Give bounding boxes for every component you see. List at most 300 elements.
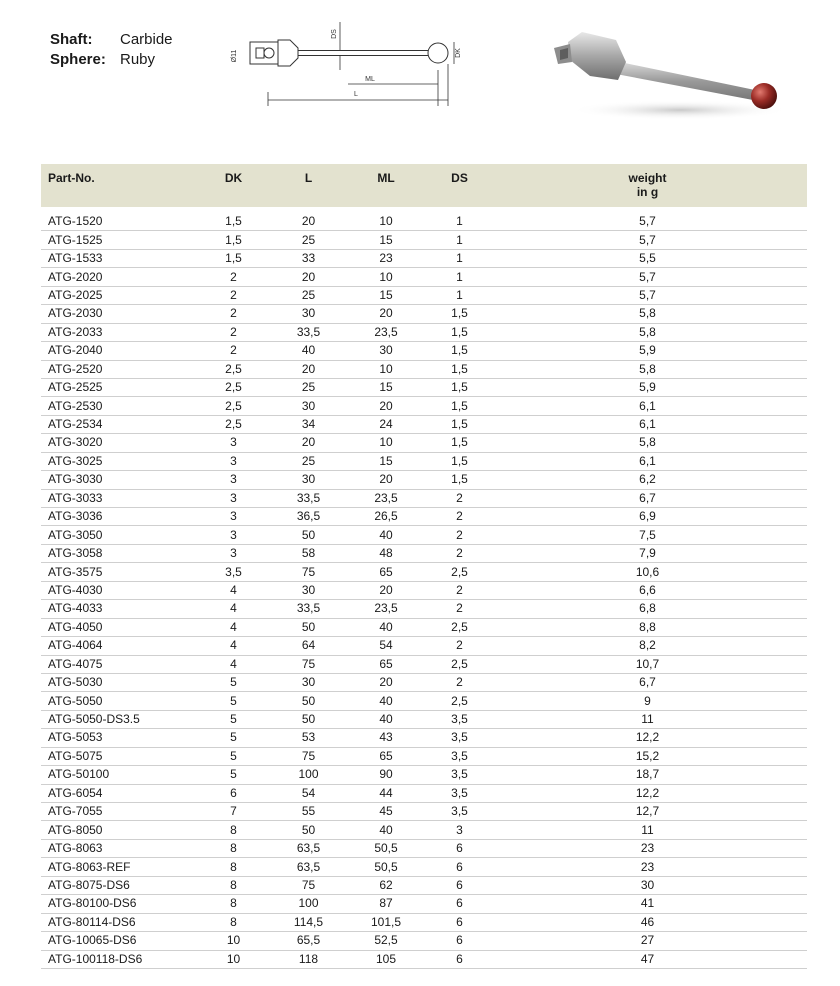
cell-part-no: ATG-8050 [41, 821, 191, 839]
cell-l: 20 [276, 434, 341, 452]
cell-ml: 65 [341, 563, 431, 581]
cell-l: 58 [276, 544, 341, 562]
cell-ds: 3,5 [431, 747, 488, 765]
cell-weight: 5,8 [488, 434, 807, 452]
cell-weight: 10,6 [488, 563, 807, 581]
header-weight [488, 164, 807, 207]
cell-dk: 5 [191, 710, 276, 728]
cell-ml: 54 [341, 637, 431, 655]
cell-part-no: ATG-4030 [41, 581, 191, 599]
cell-l: 50 [276, 526, 341, 544]
cell-part-no: ATG-4075 [41, 655, 191, 673]
table-row [41, 673, 807, 691]
cell-weight: 5,5 [488, 249, 807, 267]
cell-ml: 65 [341, 655, 431, 673]
cell-dk: 3 [191, 452, 276, 470]
table-row [41, 452, 807, 470]
cell-part-no: ATG-2020 [41, 268, 191, 286]
cell-weight: 5,9 [488, 342, 807, 360]
cell-l: 25 [276, 452, 341, 470]
cell-l: 20 [276, 360, 341, 378]
spec-value: Carbide [120, 31, 173, 48]
cell-ds: 1 [431, 249, 488, 267]
cell-l: 25 [276, 286, 341, 304]
cell-weight: 30 [488, 876, 807, 894]
cell-part-no: ATG-2030 [41, 305, 191, 323]
cell-ml: 20 [341, 397, 431, 415]
cell-ml: 101,5 [341, 913, 431, 931]
table-row [41, 471, 807, 489]
diagram-label-l: L [354, 91, 358, 98]
table-row [41, 600, 807, 618]
cell-part-no: ATG-5050-DS3.5 [41, 710, 191, 728]
cell-l: 65,5 [276, 932, 341, 950]
cell-weight: 6,7 [488, 489, 807, 507]
cell-part-no: ATG-3033 [41, 489, 191, 507]
table-row [41, 508, 807, 526]
stylus-technical-drawing [228, 12, 473, 112]
cell-weight: 5,7 [488, 231, 807, 249]
cell-ml: 23,5 [341, 489, 431, 507]
cell-dk: 10 [191, 932, 276, 950]
cell-weight: 23 [488, 839, 807, 857]
table-row [41, 286, 807, 304]
cell-ds: 3,5 [431, 710, 488, 728]
cell-ml: 52,5 [341, 932, 431, 950]
cell-ds: 6 [431, 913, 488, 931]
cell-l: 40 [276, 342, 341, 360]
cell-ds: 1,5 [431, 378, 488, 396]
cell-ml: 87 [341, 895, 431, 913]
cell-ds: 6 [431, 876, 488, 894]
diagram-label-ds: DS [331, 29, 338, 39]
cell-l: 50 [276, 618, 341, 636]
table-row [41, 563, 807, 581]
cell-ml: 40 [341, 692, 431, 710]
cell-ds: 3,5 [431, 784, 488, 802]
cell-ds: 2 [431, 508, 488, 526]
header-l: L [276, 164, 341, 207]
cell-ds: 1 [431, 213, 488, 231]
table-row [41, 950, 807, 968]
cell-l: 114,5 [276, 913, 341, 931]
cell-weight: 15,2 [488, 747, 807, 765]
cell-dk: 3,5 [191, 563, 276, 581]
cell-weight: 5,7 [488, 268, 807, 286]
cell-ds: 1 [431, 286, 488, 304]
cell-weight: 6,1 [488, 415, 807, 433]
header-weight-line2: in g [636, 185, 659, 199]
cell-ds: 1 [431, 231, 488, 249]
cell-weight: 41 [488, 895, 807, 913]
cell-ml: 10 [341, 268, 431, 286]
cell-weight: 11 [488, 710, 807, 728]
cell-weight: 11 [488, 821, 807, 839]
cell-dk: 2 [191, 268, 276, 286]
cell-ml: 44 [341, 784, 431, 802]
cell-ml: 65 [341, 747, 431, 765]
cell-ds: 1,5 [431, 397, 488, 415]
parts-table [41, 164, 807, 969]
cell-weight: 27 [488, 932, 807, 950]
cell-dk: 10 [191, 950, 276, 968]
cell-ml: 20 [341, 305, 431, 323]
cell-ml: 23,5 [341, 323, 431, 341]
cell-l: 20 [276, 213, 341, 231]
header-ml: ML [341, 164, 431, 207]
cell-dk: 8 [191, 913, 276, 931]
cell-dk: 2,5 [191, 378, 276, 396]
table-row [41, 710, 807, 728]
cell-ds: 2 [431, 581, 488, 599]
cell-part-no: ATG-3025 [41, 452, 191, 470]
header-dk: DK [191, 164, 276, 207]
cell-dk: 3 [191, 508, 276, 526]
cell-ml: 40 [341, 821, 431, 839]
diagram-label-ml: ML [365, 76, 375, 83]
cell-ml: 50,5 [341, 858, 431, 876]
cell-ds: 3,5 [431, 803, 488, 821]
cell-weight: 12,2 [488, 784, 807, 802]
cell-ml: 10 [341, 434, 431, 452]
cell-ds: 2 [431, 637, 488, 655]
cell-weight: 46 [488, 913, 807, 931]
cell-part-no: ATG-2534 [41, 415, 191, 433]
cell-part-no: ATG-3058 [41, 544, 191, 562]
cell-dk: 2,5 [191, 360, 276, 378]
table-row [41, 692, 807, 710]
cell-ml: 40 [341, 526, 431, 544]
cell-ds: 2 [431, 600, 488, 618]
cell-l: 75 [276, 563, 341, 581]
cell-weight: 5,8 [488, 305, 807, 323]
header-part-no: Part-No. [41, 164, 191, 207]
cell-ds: 1 [431, 268, 488, 286]
cell-part-no: ATG-5050 [41, 692, 191, 710]
cell-ds: 1,5 [431, 471, 488, 489]
cell-dk: 2 [191, 342, 276, 360]
cell-ds: 1,5 [431, 305, 488, 323]
cell-ds: 1,5 [431, 360, 488, 378]
cell-part-no: ATG-2025 [41, 286, 191, 304]
cell-l: 50 [276, 821, 341, 839]
cell-ds: 1,5 [431, 452, 488, 470]
cell-l: 30 [276, 581, 341, 599]
cell-ds: 1,5 [431, 434, 488, 452]
cell-part-no: ATG-2530 [41, 397, 191, 415]
cell-ml: 40 [341, 710, 431, 728]
cell-ds: 2 [431, 544, 488, 562]
cell-weight: 5,9 [488, 378, 807, 396]
cell-part-no: ATG-1525 [41, 231, 191, 249]
cell-weight: 5,8 [488, 323, 807, 341]
table-row [41, 489, 807, 507]
cell-l: 33,5 [276, 600, 341, 618]
cell-weight: 6,2 [488, 471, 807, 489]
cell-part-no: ATG-80114-DS6 [41, 913, 191, 931]
cell-ds: 6 [431, 839, 488, 857]
cell-ds: 1,5 [431, 323, 488, 341]
table-row [41, 231, 807, 249]
cell-dk: 4 [191, 618, 276, 636]
cell-ml: 40 [341, 618, 431, 636]
table-row [41, 839, 807, 857]
cell-part-no: ATG-3050 [41, 526, 191, 544]
cell-ml: 20 [341, 673, 431, 691]
cell-l: 20 [276, 268, 341, 286]
cell-part-no: ATG-5030 [41, 673, 191, 691]
table-row [41, 415, 807, 433]
cell-ds: 1,5 [431, 342, 488, 360]
table-row [41, 747, 807, 765]
cell-ds: 2,5 [431, 692, 488, 710]
cell-weight: 6,1 [488, 452, 807, 470]
cell-part-no: ATG-100118-DS6 [41, 950, 191, 968]
cell-weight: 5,7 [488, 213, 807, 231]
table-row [41, 618, 807, 636]
cell-weight: 6,6 [488, 581, 807, 599]
cell-l: 53 [276, 729, 341, 747]
cell-dk: 5 [191, 692, 276, 710]
table-row [41, 784, 807, 802]
cell-dk: 5 [191, 673, 276, 691]
table-row [41, 268, 807, 286]
table-row [41, 581, 807, 599]
table-row [41, 895, 807, 913]
cell-ml: 24 [341, 415, 431, 433]
cell-part-no: ATG-10065-DS6 [41, 932, 191, 950]
cell-part-no: ATG-8063 [41, 839, 191, 857]
table-row [41, 876, 807, 894]
cell-ml: 10 [341, 213, 431, 231]
cell-l: 75 [276, 876, 341, 894]
cell-ml: 10 [341, 360, 431, 378]
table-row [41, 821, 807, 839]
cell-ds: 3,5 [431, 729, 488, 747]
cell-part-no: ATG-2040 [41, 342, 191, 360]
table-row [41, 249, 807, 267]
table-row [41, 323, 807, 341]
cell-l: 75 [276, 747, 341, 765]
cell-ml: 90 [341, 766, 431, 784]
cell-l: 50 [276, 710, 341, 728]
cell-l: 36,5 [276, 508, 341, 526]
cell-l: 63,5 [276, 839, 341, 857]
cell-part-no: ATG-5075 [41, 747, 191, 765]
spec-label: Sphere: [50, 51, 106, 68]
cell-l: 33,5 [276, 489, 341, 507]
cell-ds: 3,5 [431, 766, 488, 784]
cell-dk: 4 [191, 581, 276, 599]
cell-l: 64 [276, 637, 341, 655]
cell-ml: 20 [341, 471, 431, 489]
cell-part-no: ATG-7055 [41, 803, 191, 821]
spec-sphere [50, 50, 173, 70]
cell-dk: 3 [191, 434, 276, 452]
cell-part-no: ATG-1520 [41, 213, 191, 231]
cell-part-no: ATG-3030 [41, 471, 191, 489]
cell-ds: 6 [431, 858, 488, 876]
cell-weight: 6,1 [488, 397, 807, 415]
header-weight-line1: weight [628, 171, 667, 185]
cell-part-no: ATG-3020 [41, 434, 191, 452]
cell-weight: 5,8 [488, 360, 807, 378]
cell-ml: 30 [341, 342, 431, 360]
cell-weight: 6,9 [488, 508, 807, 526]
cell-ds: 6 [431, 932, 488, 950]
table-row [41, 932, 807, 950]
table-row [41, 655, 807, 673]
cell-l: 55 [276, 803, 341, 821]
cell-ds: 2 [431, 526, 488, 544]
cell-l: 63,5 [276, 858, 341, 876]
cell-part-no: ATG-80100-DS6 [41, 895, 191, 913]
cell-part-no: ATG-3575 [41, 563, 191, 581]
cell-dk: 2 [191, 305, 276, 323]
table-header-row [41, 164, 807, 207]
table-row [41, 858, 807, 876]
cell-part-no: ATG-5053 [41, 729, 191, 747]
spec-shaft [50, 30, 173, 50]
table-row [41, 305, 807, 323]
cell-weight: 6,8 [488, 600, 807, 618]
cell-dk: 2,5 [191, 397, 276, 415]
cell-weight: 5,7 [488, 286, 807, 304]
table-row [41, 637, 807, 655]
cell-dk: 1,5 [191, 213, 276, 231]
cell-dk: 7 [191, 803, 276, 821]
cell-l: 33,5 [276, 323, 341, 341]
cell-ml: 23,5 [341, 600, 431, 618]
cell-part-no: ATG-2033 [41, 323, 191, 341]
cell-part-no: ATG-1533 [41, 249, 191, 267]
table-row [41, 360, 807, 378]
header-ds: DS [431, 164, 488, 207]
cell-part-no: ATG-50100 [41, 766, 191, 784]
cell-dk: 8 [191, 876, 276, 894]
cell-dk: 3 [191, 471, 276, 489]
cell-dk: 4 [191, 655, 276, 673]
cell-l: 30 [276, 471, 341, 489]
diagram-label-dk: DK [455, 48, 462, 58]
table-row [41, 803, 807, 821]
cell-weight: 47 [488, 950, 807, 968]
cell-l: 100 [276, 895, 341, 913]
spec-value: Ruby [120, 51, 156, 68]
cell-l: 30 [276, 673, 341, 691]
cell-l: 30 [276, 397, 341, 415]
cell-dk: 2 [191, 323, 276, 341]
cell-l: 54 [276, 784, 341, 802]
cell-weight: 8,2 [488, 637, 807, 655]
table-row [41, 913, 807, 931]
material-specs [50, 30, 173, 70]
cell-dk: 3 [191, 544, 276, 562]
cell-dk: 8 [191, 858, 276, 876]
cell-dk: 1,5 [191, 249, 276, 267]
cell-ml: 105 [341, 950, 431, 968]
cell-part-no: ATG-2525 [41, 378, 191, 396]
cell-weight: 6,7 [488, 673, 807, 691]
cell-part-no: ATG-8075-DS6 [41, 876, 191, 894]
cell-dk: 1,5 [191, 231, 276, 249]
cell-part-no: ATG-2520 [41, 360, 191, 378]
cell-l: 34 [276, 415, 341, 433]
cell-dk: 4 [191, 600, 276, 618]
table-row [41, 526, 807, 544]
cell-dk: 2,5 [191, 415, 276, 433]
cell-weight: 12,7 [488, 803, 807, 821]
cell-ds: 2 [431, 673, 488, 691]
cell-ml: 50,5 [341, 839, 431, 857]
cell-dk: 4 [191, 637, 276, 655]
cell-ds: 1,5 [431, 415, 488, 433]
parts-table-container [41, 164, 807, 969]
table-row [41, 766, 807, 784]
cell-dk: 3 [191, 526, 276, 544]
cell-ml: 15 [341, 231, 431, 249]
cell-ml: 23 [341, 249, 431, 267]
cell-part-no: ATG-3036 [41, 508, 191, 526]
cell-weight: 18,7 [488, 766, 807, 784]
table-row [41, 342, 807, 360]
cell-ml: 43 [341, 729, 431, 747]
table-row [41, 729, 807, 747]
cell-dk: 8 [191, 895, 276, 913]
cell-dk: 8 [191, 821, 276, 839]
table-row [41, 397, 807, 415]
cell-dk: 5 [191, 747, 276, 765]
table-row [41, 378, 807, 396]
cell-ds: 2,5 [431, 563, 488, 581]
cell-ml: 62 [341, 876, 431, 894]
cell-ml: 15 [341, 286, 431, 304]
cell-ds: 2,5 [431, 655, 488, 673]
cell-dk: 5 [191, 766, 276, 784]
cell-dk: 2 [191, 286, 276, 304]
cell-dk: 8 [191, 839, 276, 857]
cell-l: 25 [276, 378, 341, 396]
table-row [41, 544, 807, 562]
cell-weight: 12,2 [488, 729, 807, 747]
cell-dk: 5 [191, 729, 276, 747]
cell-ds: 6 [431, 950, 488, 968]
cell-part-no: ATG-4033 [41, 600, 191, 618]
cell-ds: 3 [431, 821, 488, 839]
cell-ds: 6 [431, 895, 488, 913]
cell-ml: 15 [341, 452, 431, 470]
cell-ml: 20 [341, 581, 431, 599]
cell-ml: 45 [341, 803, 431, 821]
diagram-label-shank: Ø11 [231, 49, 238, 63]
cell-ml: 48 [341, 544, 431, 562]
cell-ds: 2 [431, 489, 488, 507]
cell-part-no: ATG-4050 [41, 618, 191, 636]
cell-dk: 6 [191, 784, 276, 802]
cell-l: 33 [276, 249, 341, 267]
cell-ml: 15 [341, 378, 431, 396]
stylus-product-image [550, 18, 800, 128]
cell-l: 25 [276, 231, 341, 249]
cell-part-no: ATG-6054 [41, 784, 191, 802]
table-row [41, 213, 807, 231]
cell-weight: 7,5 [488, 526, 807, 544]
cell-l: 30 [276, 305, 341, 323]
cell-part-no: ATG-4064 [41, 637, 191, 655]
cell-weight: 9 [488, 692, 807, 710]
cell-weight: 23 [488, 858, 807, 876]
cell-ds: 2,5 [431, 618, 488, 636]
